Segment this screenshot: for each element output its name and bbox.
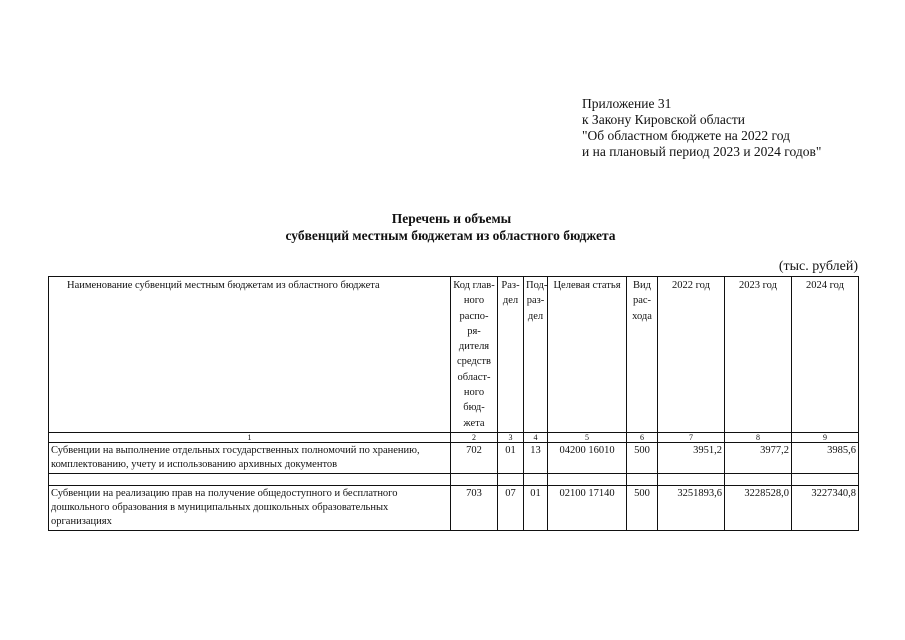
- col-number: 1: [49, 432, 451, 442]
- header-target: Целевая статья: [548, 277, 627, 433]
- col-number: 3: [498, 432, 524, 442]
- row-2023: 3977,2: [725, 442, 792, 473]
- appendix-line-2: к Закону Кировской области: [582, 112, 746, 127]
- document-title: [0, 210, 905, 244]
- col-number: 8: [725, 432, 792, 442]
- header-name: Наименование субвенций местным бюджетам из областного бюджета: [49, 277, 451, 433]
- row-2023: 3228528,0: [725, 485, 792, 530]
- row-subsection: 01: [524, 485, 548, 530]
- title-line-2: субвенций местным бюджетам из областного бюджета: [285, 228, 616, 243]
- col-number: 6: [627, 432, 658, 442]
- col-number: 7: [658, 432, 725, 442]
- appendix-line-3: "Об областном бюджете на 2022 год: [582, 128, 790, 143]
- col-number: 4: [524, 432, 548, 442]
- column-number-row: [49, 432, 859, 442]
- row-section: 07: [498, 485, 524, 530]
- header-expense: Вид рас- хода: [627, 277, 658, 433]
- row-code: 703: [451, 485, 498, 530]
- row-2022: 3951,2: [658, 442, 725, 473]
- appendix-line-1: Приложение 31: [582, 96, 672, 111]
- row-2022: 3251893,6: [658, 485, 725, 530]
- header-2024: 2024 год: [792, 277, 859, 433]
- header-section: Раз- дел: [498, 277, 524, 433]
- row-expense: 500: [627, 485, 658, 530]
- table-row: [49, 442, 859, 473]
- subventions-table: [48, 276, 859, 531]
- table-header-row: [49, 277, 859, 433]
- row-spacer: [49, 473, 859, 485]
- appendix-note: [582, 96, 821, 160]
- row-2024: 3985,6: [792, 442, 859, 473]
- header-subsection: Под- раз- дел: [524, 277, 548, 433]
- row-target: 04200 16010: [548, 442, 627, 473]
- appendix-line-4: и на плановый период 2023 и 2024 годов": [582, 144, 822, 159]
- row-name: Субвенции на реализацию прав на получение общедоступного и бесплатного дошкольного образования в муниципальных дошкольных образовательных организациях: [49, 485, 451, 530]
- row-expense: 500: [627, 442, 658, 473]
- row-code: 702: [451, 442, 498, 473]
- units-label: (тыс. рублей): [778, 259, 858, 274]
- col-number: 5: [548, 432, 627, 442]
- table-row: [49, 485, 859, 530]
- row-name: Субвенции на выполнение отдельных государственных полномочий по хранению, комплектованию, учету и использованию архивных документов: [49, 442, 451, 473]
- row-subsection: 13: [524, 442, 548, 473]
- header-code: Код глав- ного распо- ря- дителя средств област- ного бюд- жета: [451, 277, 498, 433]
- header-2023: 2023 год: [725, 277, 792, 433]
- header-2022: 2022 год: [658, 277, 725, 433]
- col-number: 9: [792, 432, 859, 442]
- col-number: 2: [451, 432, 498, 442]
- title-line-1: Перечень и объемы: [391, 211, 512, 226]
- row-2024: 3227340,8: [792, 485, 859, 530]
- row-target: 02100 17140: [548, 485, 627, 530]
- row-section: 01: [498, 442, 524, 473]
